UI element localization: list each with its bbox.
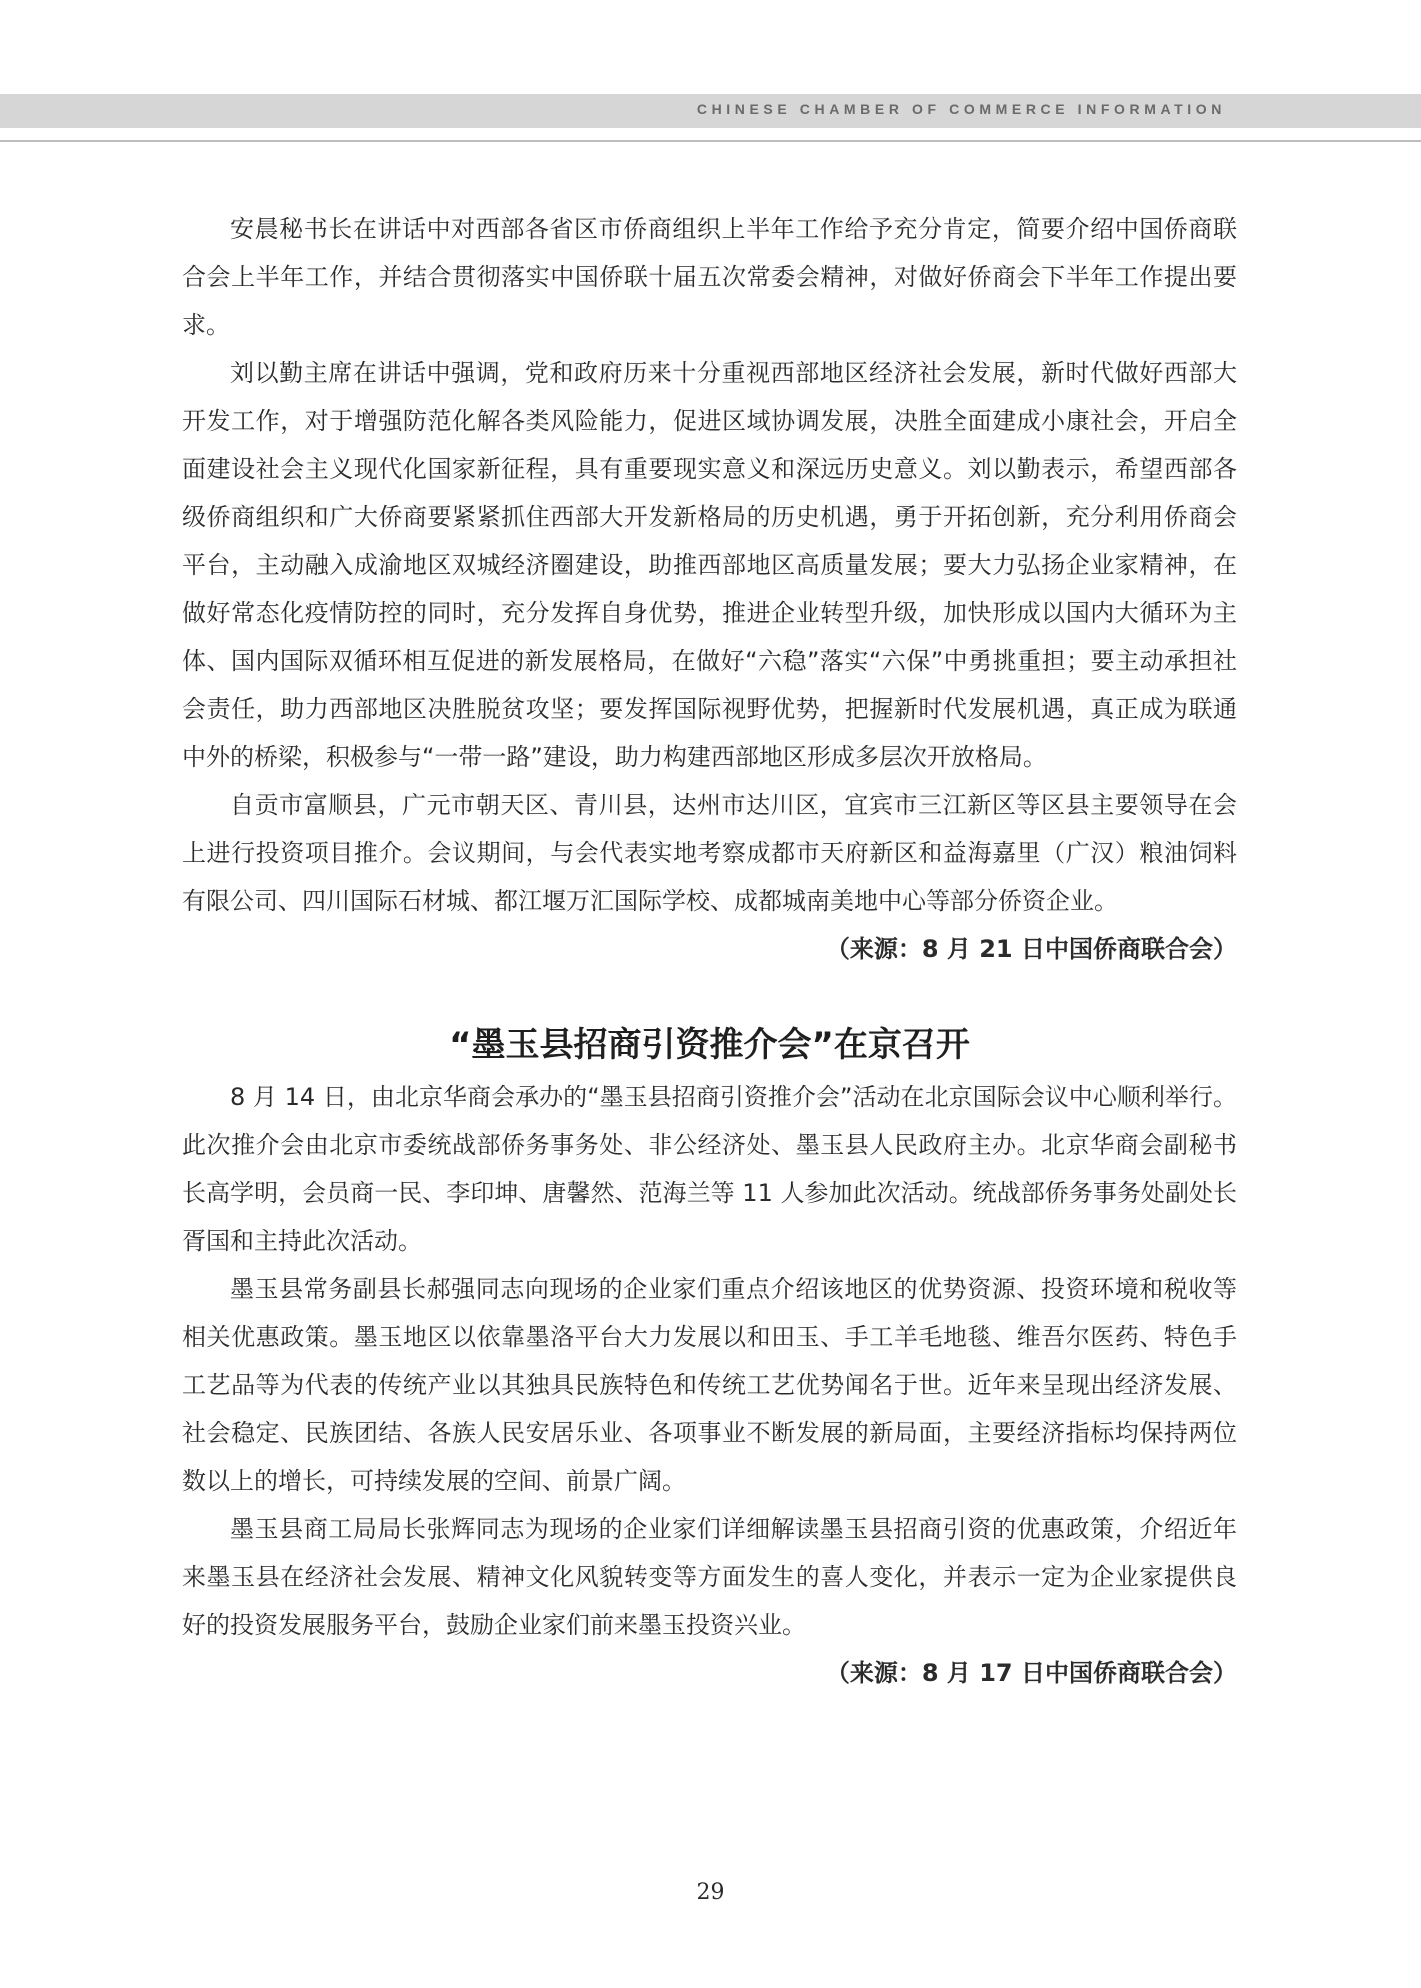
page-number: 29 bbox=[696, 1880, 725, 1905]
article2-title: “墨玉县招商引资推介会”在京召开 bbox=[449, 1025, 970, 1065]
article1-paragraph-1: 安晨秘书长在讲话中对西部各省区市侨商组织上半年工作给予充分肯定，简要介绍中国侨商联合会上半年工作，并结合贯彻落实中国侨联十届五次常委会精神，对做好侨商会下半年工作提出要求。 bbox=[182, 215, 1237, 339]
publication-header: CHINESE CHAMBER OF COMMERCE INFORMATION bbox=[696, 101, 1226, 117]
article2-paragraph-3: 墨玉县商工局局长张辉同志为现场的企业家们详细解读墨玉县招商引资的优惠政策，介绍近年来墨玉县在经济社会发展、精神文化风貌转变等方面发生的喜人变化，并表示一定为企业家提供良好的投资发展服务平台，鼓励企业家们前来墨玉投资兴业。 bbox=[182, 1515, 1237, 1639]
article1-paragraph-3: 自贡市富顺县，广元市朝天区、青川县，达州市达川区，宜宾市三江新区等区县主要领导在会上进行投资项目推介。会议期间，与会代表实地考察成都市天府新区和益海嘉里（广汉）粮油饲料有限公司、四川国际石材城、都江堰万汇国际学校、成都城南美地中心等部分侨资企业。 bbox=[182, 791, 1237, 915]
article2-paragraph-2: 墨玉县常务副县长郝强同志向现场的企业家们重点介绍该地区的优势资源、投资环境和税收等相关优惠政策。墨玉地区以依靠墨洛平台大力发展以和田玉、手工羊毛地毯、维吾尔医药、特色手工艺品等为代表的传统产业以其独具民族特色和传统工艺优势闻名于世。近年来呈现出经济发展、社会稳定、民族团结、各族人民安居乐业、各项事业不断发展的新局面，主要经济指标均保持两位数以上的增长，可持续发展的空间、前景广阔。 bbox=[182, 1275, 1237, 1495]
header-divider bbox=[0, 140, 1421, 142]
page-content bbox=[182, 205, 1237, 1697]
article-spacer bbox=[182, 973, 1237, 1021]
article2-source: （来源：8 月 17 日中国侨商联合会） bbox=[825, 1659, 1237, 1687]
article1-source: （来源：8 月 21 日中国侨商联合会） bbox=[825, 935, 1237, 963]
article1-paragraph-2: 刘以勤主席在讲话中强调，党和政府历来十分重视西部地区经济社会发展，新时代做好西部大开发工作，对于增强防范化解各类风险能力，促进区域协调发展，决胜全面建成小康社会，开启全面建设社会主义现代化国家新征程，具有重要现实意义和深远历史意义。刘以勤表示，希望西部各级侨商组织和广大侨商要紧紧抓住西部大开发新格局的历史机遇，勇于开拓创新，充分利用侨商会平台，主动融入成渝地区双城经济圈建设，助推西部地区高质量发展；要大力弘扬企业家精神，在做好常态化疫情防控的同时，充分发挥自身优势，推进企业转型升级，加快形成以国内大循环为主体、国内国际双循环相互促进的新发展格局，在做好“六稳”落实“六保”中勇挑重担；要主动承担社会责任，助力西部地区决胜脱贫攻坚；要发挥国际视野优势，把握新时代发展机遇，真正成为联通中外的桥梁，积极参与“一带一路”建设，助力构建西部地区形成多层次开放格局。 bbox=[182, 359, 1237, 771]
article2-paragraph-1: 8 月 14 日，由北京华商会承办的“墨玉县招商引资推介会”活动在北京国际会议中心顺利举行。此次推介会由北京市委统战部侨务事务处、非公经济处、墨玉县人民政府主办。北京华商会副秘书长高学明，会员商一民、李印坤、唐馨然、范海兰等 11 人参加此次活动。统战部侨务事务处副处长胥国和主持此次活动。 bbox=[182, 1083, 1237, 1255]
